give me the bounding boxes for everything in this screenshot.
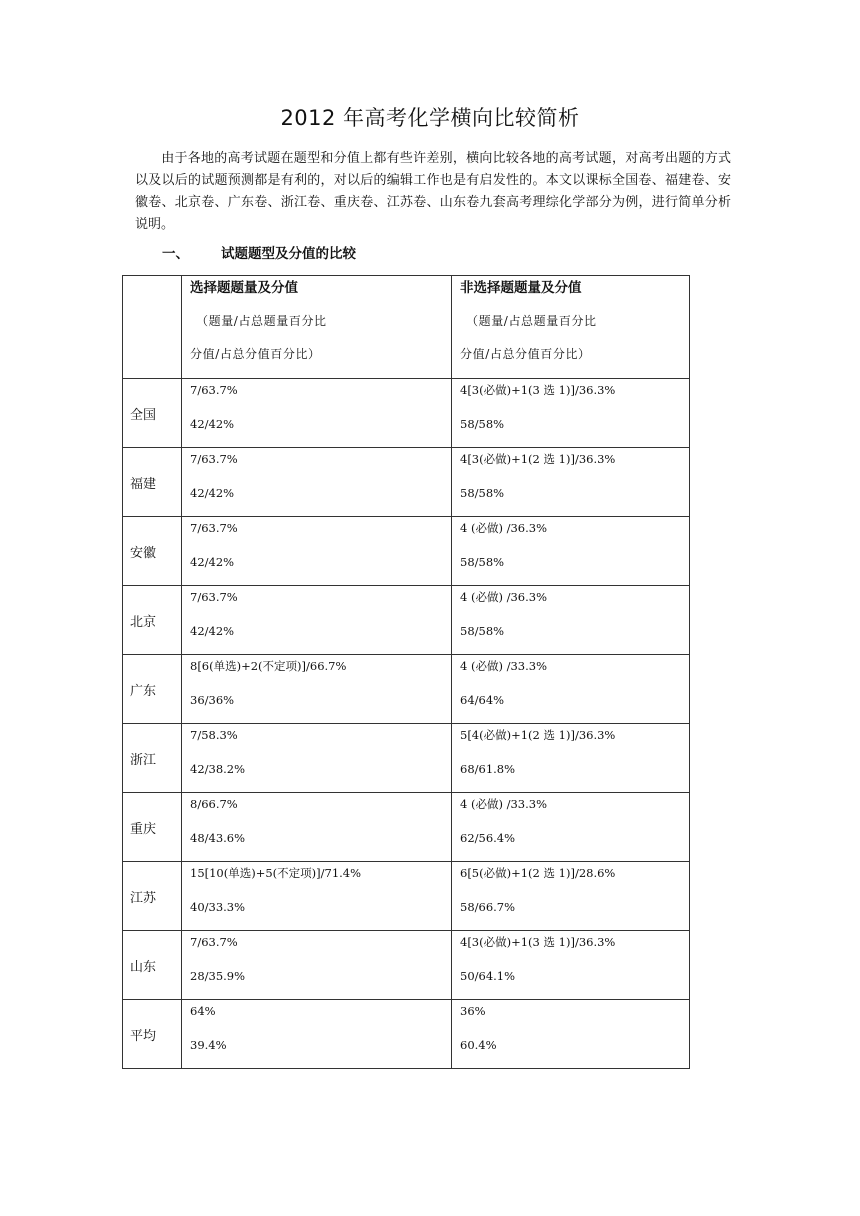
province-name: 全国 — [130, 407, 157, 423]
nonchoice-cell — [452, 655, 690, 724]
nonchoice-count: 4[3(必做)+1(3 选 1)]/36.3% — [460, 383, 616, 397]
choice-cell — [182, 517, 452, 586]
province-name: 福建 — [130, 476, 157, 492]
province-cell — [123, 793, 182, 862]
province-name: 安徽 — [130, 545, 157, 561]
nonchoice-count: 4 (必做) /33.3% — [460, 797, 548, 811]
province-cell — [123, 448, 182, 517]
province-cell — [123, 931, 182, 1000]
province-cell — [123, 379, 182, 448]
choice-cell — [182, 655, 452, 724]
nonchoice-score: 50/64.1% — [460, 969, 516, 983]
nonchoice-count: 4[3(必做)+1(2 选 1)]/36.3% — [460, 452, 616, 466]
header-choice — [182, 276, 452, 379]
province-name: 北京 — [130, 614, 157, 630]
section-number: 一、 — [162, 246, 189, 262]
nonchoice-score: 64/64% — [460, 693, 505, 707]
province-cell — [123, 724, 182, 793]
nonchoice-count: 5[4(必做)+1(2 选 1)]/36.3% — [460, 728, 616, 742]
header-nonchoice-title: 非选择题题量及分值 — [460, 280, 582, 296]
nonchoice-cell — [452, 586, 690, 655]
table-header-row — [123, 276, 690, 379]
choice-count: 64% — [190, 1004, 216, 1018]
nonchoice-score: 58/66.7% — [460, 900, 516, 914]
choice-count: 7/63.7% — [190, 452, 238, 466]
nonchoice-score: 60.4% — [460, 1038, 497, 1052]
choice-count: 15[10(单选)+5(不定项)]/71.4% — [190, 866, 362, 880]
nonchoice-count: 6[5(必做)+1(2 选 1)]/28.6% — [460, 866, 616, 880]
nonchoice-score: 62/56.4% — [460, 831, 516, 845]
choice-score: 42/42% — [190, 486, 235, 500]
province-name: 江苏 — [130, 890, 157, 906]
choice-score: 48/43.6% — [190, 831, 246, 845]
province-name: 山东 — [130, 959, 157, 975]
nonchoice-count: 4 (必做) /36.3% — [460, 590, 548, 604]
nonchoice-cell — [452, 724, 690, 793]
nonchoice-score: 58/58% — [460, 555, 505, 569]
nonchoice-cell — [452, 448, 690, 517]
choice-count: 7/58.3% — [190, 728, 238, 742]
nonchoice-cell — [452, 862, 690, 931]
choice-cell — [182, 379, 452, 448]
choice-cell — [182, 862, 452, 931]
nonchoice-score: 58/58% — [460, 486, 505, 500]
province-cell — [123, 1000, 182, 1069]
table-row — [123, 448, 690, 517]
table-row — [123, 724, 690, 793]
nonchoice-score: 58/58% — [460, 624, 505, 638]
choice-cell — [182, 448, 452, 517]
choice-cell — [182, 1000, 452, 1069]
choice-score: 42/38.2% — [190, 762, 246, 776]
choice-count: 7/63.7% — [190, 590, 238, 604]
province-cell — [123, 862, 182, 931]
table-row — [123, 586, 690, 655]
nonchoice-count: 4 (必做) /33.3% — [460, 659, 548, 673]
header-nonchoice-note1: （题量/占总题量百分比 — [466, 314, 597, 328]
header-choice-note2: 分值/占总分值百分比） — [190, 347, 321, 361]
table-row — [123, 1000, 690, 1069]
choice-count: 8/66.7% — [190, 797, 238, 811]
province-name: 浙江 — [130, 752, 157, 768]
choice-cell — [182, 931, 452, 1000]
section-title: 试题题型及分值的比较 — [221, 246, 356, 262]
table-row — [123, 655, 690, 724]
header-choice-title: 选择题题量及分值 — [190, 280, 298, 296]
choice-score: 36/36% — [190, 693, 235, 707]
nonchoice-cell — [452, 793, 690, 862]
choice-count: 8[6(单选)+2(不定项)]/66.7% — [190, 659, 347, 673]
nonchoice-cell — [452, 517, 690, 586]
header-empty-cell — [123, 276, 182, 379]
province-cell — [123, 517, 182, 586]
intro-text: 由于各地的高考试题在题型和分值上都有些许差别，横向比较各地的高考试题，对高考出题的方式以及以后的试题预测都是有利的，对以后的编辑工作也是有启发性的。本文以课标全国卷、福建卷、安徽卷、北京卷、广东卷、浙江卷、重庆卷、江苏卷、山东卷九套高考理综化学部分为例，进行简单分析说明。 — [135, 151, 731, 232]
table-row — [123, 379, 690, 448]
header-choice-note1: （题量/占总题量百分比 — [196, 314, 327, 328]
nonchoice-score: 58/58% — [460, 417, 505, 431]
table-row — [123, 862, 690, 931]
table-row — [123, 931, 690, 1000]
choice-count: 7/63.7% — [190, 383, 238, 397]
nonchoice-score: 68/61.8% — [460, 762, 516, 776]
table-row — [123, 517, 690, 586]
choice-cell — [182, 724, 452, 793]
nonchoice-cell — [452, 379, 690, 448]
province-cell — [123, 586, 182, 655]
choice-cell — [182, 793, 452, 862]
nonchoice-count: 4[3(必做)+1(3 选 1)]/36.3% — [460, 935, 616, 949]
header-nonchoice — [452, 276, 690, 379]
intro-paragraph — [135, 148, 731, 236]
choice-score: 42/42% — [190, 555, 235, 569]
choice-score: 40/33.3% — [190, 900, 246, 914]
choice-cell — [182, 586, 452, 655]
nonchoice-cell — [452, 1000, 690, 1069]
choice-score: 39.4% — [190, 1038, 227, 1052]
province-name: 重庆 — [130, 821, 157, 837]
choice-score: 42/42% — [190, 417, 235, 431]
choice-score: 28/35.9% — [190, 969, 246, 983]
province-cell — [123, 655, 182, 724]
nonchoice-count: 4 (必做) /36.3% — [460, 521, 548, 535]
province-name: 平均 — [130, 1028, 157, 1044]
choice-count: 7/63.7% — [190, 521, 238, 535]
nonchoice-count: 36% — [460, 1004, 486, 1018]
table-row — [123, 793, 690, 862]
choice-count: 7/63.7% — [190, 935, 238, 949]
page-title: 2012 年高考化学横向比较简析 — [280, 106, 580, 130]
choice-score: 42/42% — [190, 624, 235, 638]
province-name: 广东 — [130, 683, 157, 699]
comparison-table — [122, 275, 690, 1069]
header-nonchoice-note2: 分值/占总分值百分比） — [460, 347, 591, 361]
nonchoice-cell — [452, 931, 690, 1000]
